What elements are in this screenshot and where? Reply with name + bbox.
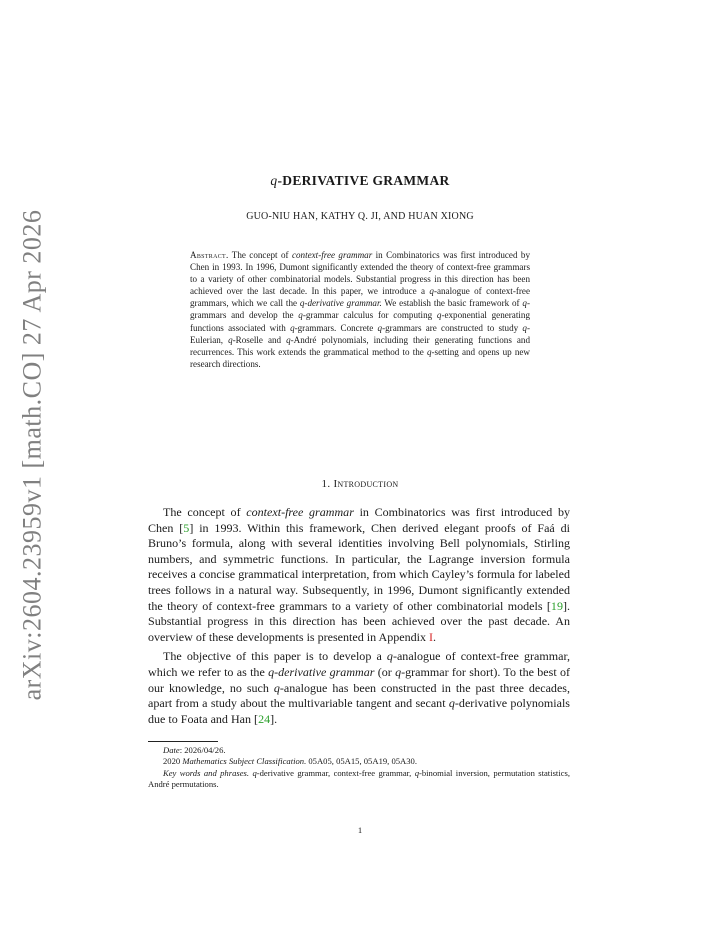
footnote-date: Date: 2026/04/26.: [163, 745, 226, 755]
abstract: Abstract. The concept of context-free grammar in Combinatorics was first introduced by Chen in 1993. In 1996, Dumont significantly extended the theory of context-free grammars to a variety of other combinatorial models. Substantial progress in this direction has been achieved over the last decade. In this paper, we introduce a q-analogue of context-free grammars, which we call the q-derivative grammar. We establish the basic framework of q-grammars and develop the q-grammar calculus for computing q-exponential generating functions associated with q-grammars. Concrete q-grammars are constructed to study q-Eulerian, q-Roselle and q-André polynomials, including their generating functions and recurrences. This work extends the grammatical method to the q-setting and opens up new research directions.: [190, 250, 531, 369]
footnote-keywords: Key words and phrases. q-derivative grammar, context-free grammar, q-binomial inversion, permutation statistics, André permutations.: [148, 767, 571, 790]
page-number: 1: [357, 825, 363, 835]
arxiv-identifier-text: arXiv:2604.23959v1 [math.CO] 27 Apr 2026: [17, 209, 46, 701]
citation-link-24[interactable]: 24: [258, 711, 271, 726]
paragraph-1: The concept of context-free grammar in Combinatorics was first introduced by Chen [5] in 1993. Within this framework, Chen derived elegant proofs of Faá di Bruno’s formula, along with several identities involving Bell polynomials, Stirling numbers, and symmetric functions. In particular, the Lagrange inversion formula receives a concise grammatical interpretation, from which Cayley’s formula for labeled trees follows in a natural way. Subsequently, in 1996, Dumont significantly extended the theory of context-free grammars to a variety of other combinatorial models [19]. Substantial progress in this direction has been achieved over the past decade. An overview of these developments is presented in Appendix I.: [148, 505, 570, 644]
paper-authors: GUO-NIU HAN, KATHY Q. JI, AND HUAN XIONG: [246, 211, 474, 222]
appendix-link-i[interactable]: I: [429, 629, 434, 644]
footnote-msc: 2020 Mathematics Subject Classification. 05A05, 05A15, 05A19, 05A30.: [163, 756, 417, 767]
footnote-divider: [148, 741, 218, 742]
section-title: Introduction: [333, 478, 399, 490]
section-number: 1.: [321, 478, 331, 490]
paper-title: [0, 173, 720, 189]
paragraph-2: The objective of this paper is to develop a q-analogue of context-free grammar, which we refer to as the q-derivative grammar (or q-grammar for short). To the best of our knowledge, no such q-analogue has been constructed in the past three decades, apart from a study about the multivariable tangent and secant q-derivative polynomials due to Foata and Han [24].: [148, 649, 570, 726]
citation-link-19[interactable]: 19: [550, 598, 563, 613]
introduction-body: [148, 505, 570, 727]
title-q-variable: q: [270, 173, 278, 188]
abstract-heading: Abstract.: [190, 250, 229, 260]
footnotes: [148, 745, 570, 791]
citation-link-5[interactable]: 5: [183, 520, 190, 535]
title-text: -DERIVATIVE GRAMMAR: [277, 173, 450, 188]
arxiv-identifier-stamp: [12, 209, 52, 701]
section-heading-introduction: [0, 478, 720, 490]
